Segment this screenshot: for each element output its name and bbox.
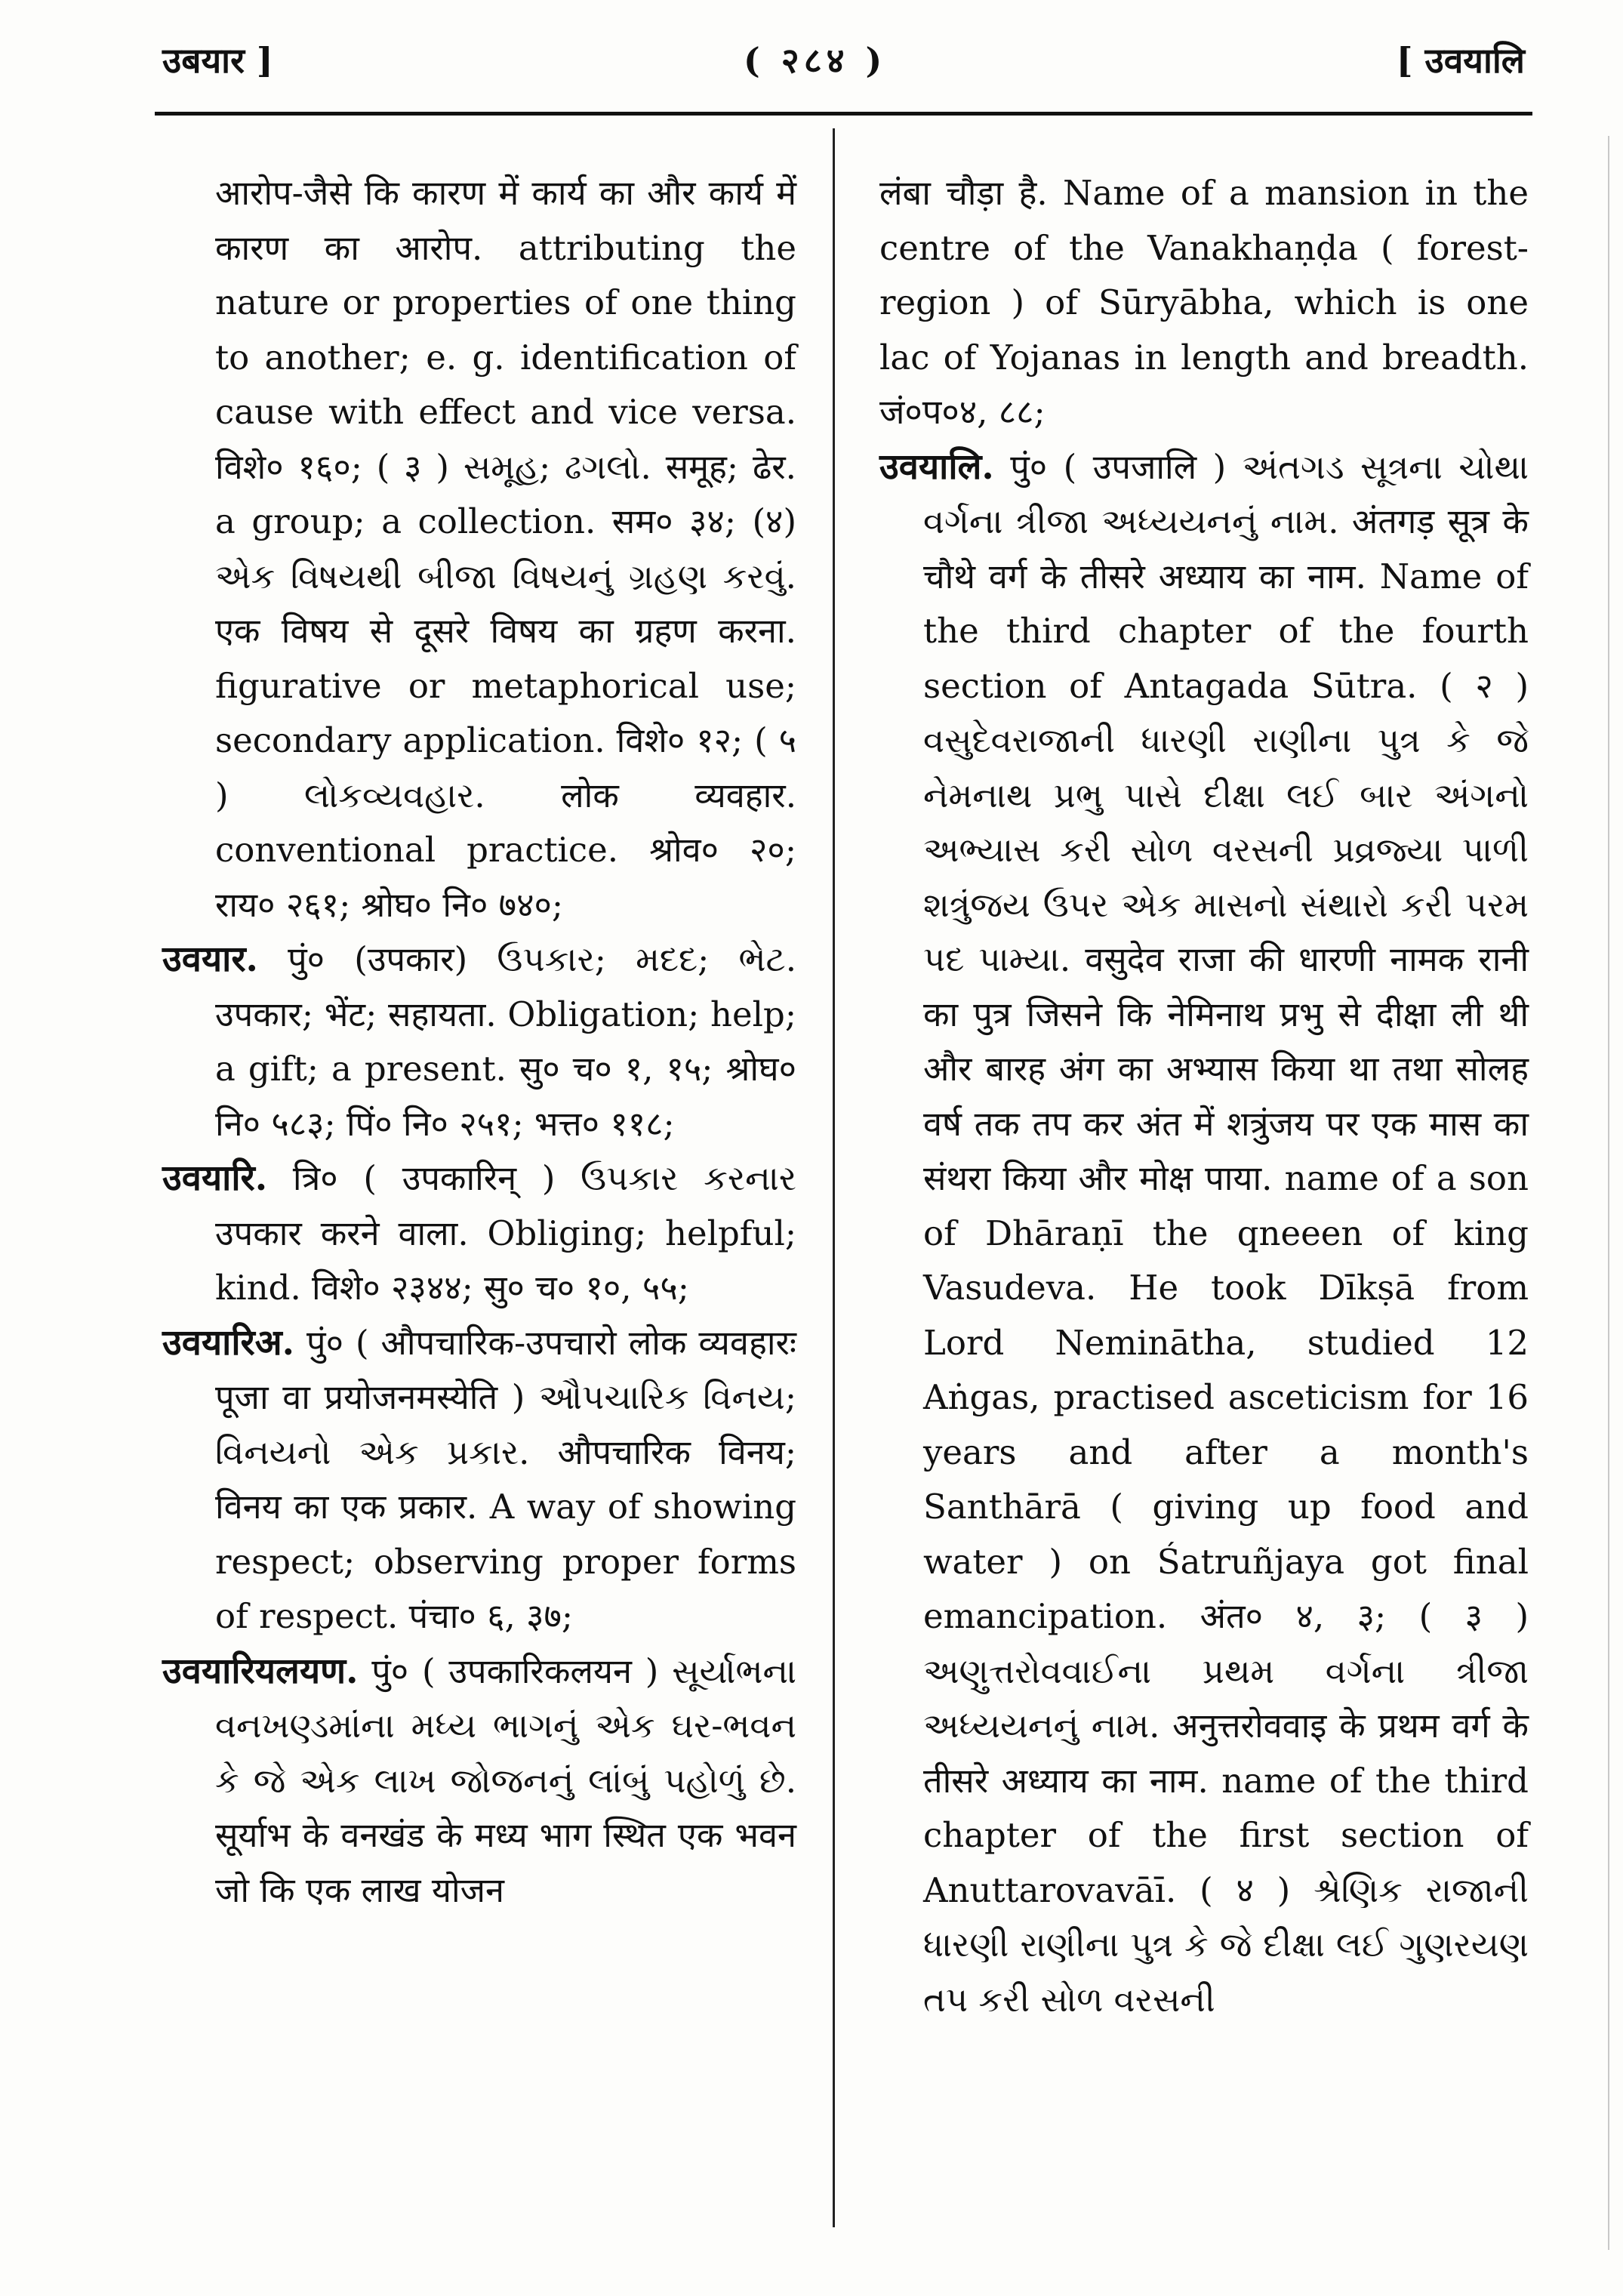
dictionary-entry (162, 1316, 796, 1644)
right-column (879, 166, 1529, 2027)
dictionary-entry (879, 440, 1529, 2028)
entry-definition: पुं० (उपकार) ઉપકાર; મદદ; ભેટ. उपकार; भेंट; सहायता. Obligation; help; a gift; a present. सु० च० १, १५; श्रोघ० नि० ५८३; पिं० नि० २५१; भत्त० ११८; (215, 939, 796, 1144)
entry-headword: उवयारि. (162, 1157, 268, 1199)
entry-headword: उवयारियलयण. (162, 1650, 359, 1692)
entry-definition: पुं० ( औपचारिक-उपचारो लोक व्यवहारः पूजा वा प्रयोजनमस्येति ) ઔપચારિક વિનય; વિનયનો એક પ્રકાર. औपचारिक विनय; विनय का एक प्रकार. A way of showing respect; observing proper forms of respect. पंचा० ६, ३७; (215, 1322, 796, 1636)
header-right-guideword: [ उवयालि (1396, 40, 1525, 81)
page-header (162, 36, 1525, 89)
header-left-guideword: उबयार ] (162, 40, 273, 81)
dictionary-entry (162, 932, 796, 1151)
entry-definition: त्रि० ( उपकारिन् ) ઉપકાર કરનાર उपकार करने वाला. Obliging; helpful; kind. विशे० २३४४; सु० च० १०, ५५; (215, 1158, 796, 1308)
dictionary-entry (162, 1151, 796, 1316)
continuation-text: लंबा चौड़ा है. Name of a mansion in the centre of the Vanakhaṇḍa ( forest-region ) of Sūryābha, which is one lac of Yojanas in length and breadth. जं०प०४, ८८; (879, 173, 1529, 432)
page-number: ( २८४ ) (744, 40, 887, 81)
entry-definition: पुं० ( उपजालि ) અંતગડ સૂત્રના ચોથા વર્ગના ત્રીજા અધ્યયનનું નામ. अंतगड़ सूत्र के चौथे वर्ग के तीसरे अध्याय का नाम. Name of the third chapter of the fourth section of Antagada Sūtra. ( २ ) વસુદેવરાજાની ધારણી રાણીના પુત્ર કે જે નેમનાથ પ્રભુ પાસે દીક્ષા લઈ બાર અંગનો અભ્યાસ કરી સોળ વરસની પ્રવ્રજ્યા પાળી શત્રુંજય ઉપર એક માસનો સંથારો કરી પરમ પદ પામ્યા. वसुदेव राजा की धारणी नामक रानी का पुत्र जिसने कि नेमिनाथ प्रभु से दीक्षा ली थी और बारह अंग का अभ्यास किया था तथा सोलह वर्ष तक तप कर अंत में शत्रुंजय पर एक मास का संथरा किया और मोक्ष पाया. name of a son of Dhāraṇī the qneeen of king Vasudeva. He took Dīkṣā from Lord Neminātha, studied 12 Aṅgas, practised asceticism for 16 years and after a month's Santhārā ( giving up food and water ) on Śatruñjaya got final emancipation. अंत० ४, ३; ( ३ ) અણુત્તરોવવાઈના પ્રથમ વર્ગના ત્રીજા અધ્યયનનું નામ. अनुत्तरोववाइ के प्रथम वर्ग के तीसरे अध्याय का नाम. name of the third chapter of the first section of Anuttarovavāī. ( ४ ) શ્રેણિક રાજાની ધારણી રાણીના પુત્ર કે જે દીક્ષા લઈ ગુણરયણ તપ કરી સોળ વરસની (923, 446, 1529, 2020)
entry-definition: पुं० ( उपकारिकलयन ) સૂર્યાભના વનખણ્ડમાંના મધ્ય ભાગનું એક ઘર-ભવન કે જે એક લાખ જોજનનું લાંબું પહોળું છે. सूर्याभ के वनखंड के मध्य भाग स्थित एक भवन जो कि एक लाख योजन (215, 1650, 796, 1910)
dictionary-entry (162, 1644, 796, 1918)
continuation-text: आरोप-जैसे कि कारण में कार्य का और कार्य में कारण का आरोप. attributing the nature or properties of one thing to another; e. g. identification of cause with effect and vice versa. विशे० १६०; ( ३ ) સમૂહ; ઢગલો. समूह; ढेर. a group; a collection. सम० ३४; (४) એક વિષયથી બીજા વિષયનું ગ્રહણ કરવું. एक विषय से दूसरे विषय का ग्रहण करना. figurative or metaphorical use; secondary application. विशे० १२; ( ५ ) લોકવ્યવહાર. लोक व्यवहार. conventional practice. श्रोव० २०; राय० २६१; श्रोघ० नि० ७४०; (215, 173, 796, 925)
left-column (162, 166, 796, 1918)
column-divider (833, 128, 835, 2227)
header-rule (155, 112, 1532, 116)
page-edge-line (1608, 136, 1609, 2250)
entry-headword: उवयार. (162, 938, 258, 980)
entry-headword: उवयारिअ. (162, 1321, 294, 1364)
entry-headword: उवयालि. (879, 445, 994, 488)
